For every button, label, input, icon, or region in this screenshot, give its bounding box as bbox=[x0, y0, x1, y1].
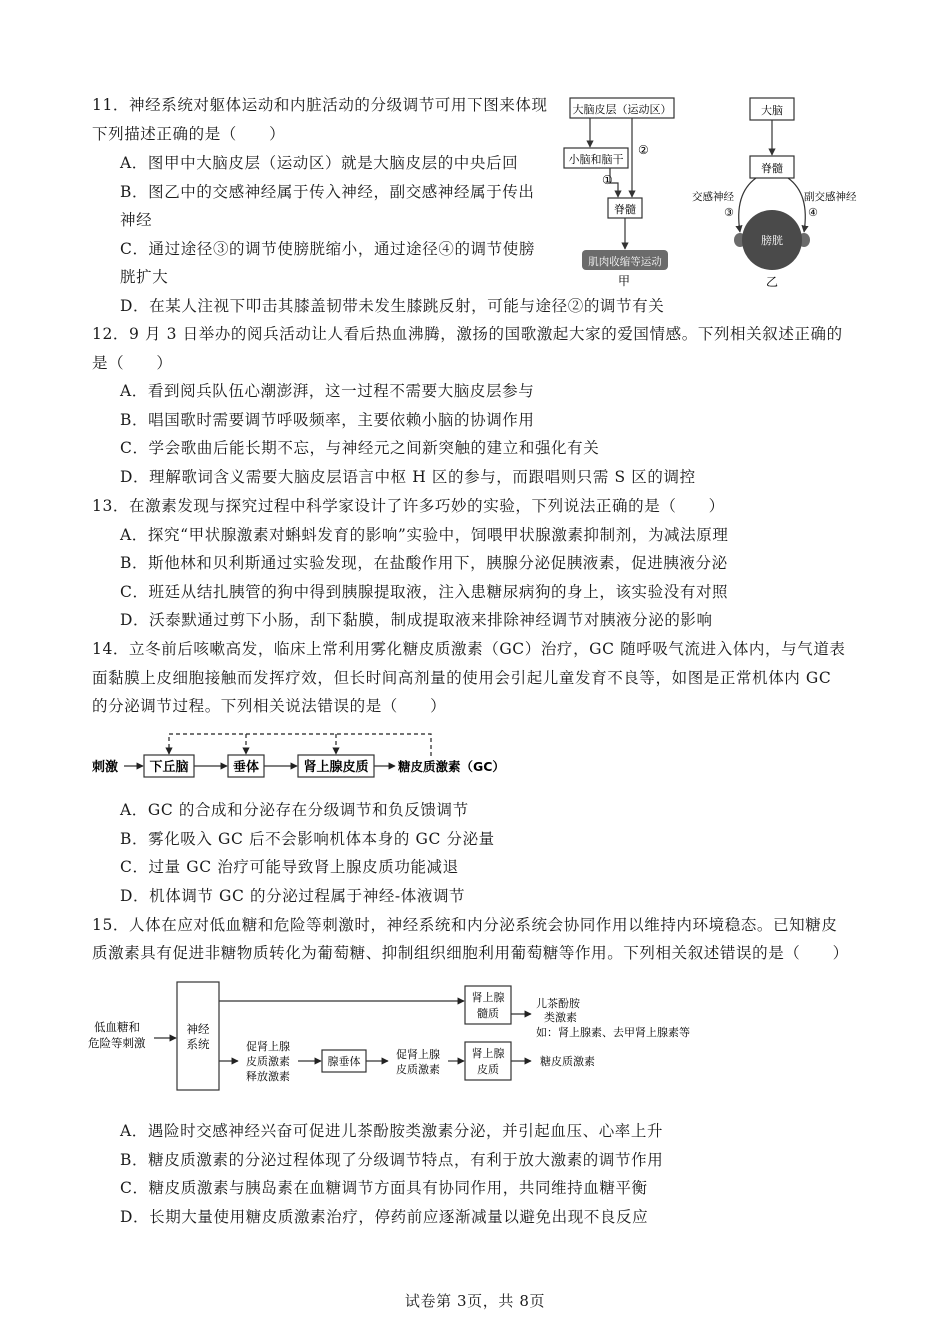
q14-stem-line3: 的分泌调节过程。下列相关说法错误的是（ ） bbox=[92, 697, 447, 715]
q15-medulla-line2: 髓质 bbox=[477, 1007, 499, 1020]
q14-stem-line1: 14．立冬前后咳嗽高发，临床上常利用雾化糖皮质激素（GC）治疗，GC 随呼吸气流进入体内，与气道表 bbox=[92, 640, 846, 658]
q14-hypothalamus-label: 下丘脑 bbox=[149, 760, 189, 775]
q15-catechol-line1: 儿茶酚胺 bbox=[536, 997, 580, 1010]
q12-option-b: B．唱国歌时需要调节呼吸频率，主要依赖小脑的协调作用 bbox=[120, 411, 535, 429]
q12-option-c: C．学会歌曲后能长期不忘，与神经元之间新突触的建立和强化有关 bbox=[120, 439, 600, 457]
q13-option-a: A．探究“甲状腺激素对蝌蚪发育的影响”实验中，饲喂甲状腺激素抑制剂，为减法原理 bbox=[120, 526, 729, 544]
q15-stimulus-line2: 危险等刺激 bbox=[88, 1036, 146, 1050]
q13-option-c: C．班廷从结扎胰管的狗中得到胰腺提取液，注入患糖尿病狗的身上，该实验没有对照 bbox=[120, 583, 729, 601]
q14-option-c: C．过量 GC 治疗可能导致肾上腺皮质功能减退 bbox=[120, 858, 459, 876]
q15-acth-line1: 促肾上腺 bbox=[396, 1048, 440, 1061]
yi-sympathetic-label: 交感神经 bbox=[692, 191, 734, 203]
q15-glucocorticoid-label: 糖皮质激素 bbox=[540, 1055, 595, 1068]
yi-path4-label: ④ bbox=[808, 206, 818, 219]
q15-catechol-example: 如：肾上腺素、去甲肾上腺素等 bbox=[536, 1026, 690, 1039]
jia-path2-label: ② bbox=[638, 143, 649, 157]
jia-spinal-label: 脊髓 bbox=[614, 203, 636, 216]
q11-option-b-line2: 神经 bbox=[120, 211, 153, 229]
q14-feedback-hypothalamus bbox=[169, 734, 431, 756]
q15-crh-line1: 促肾上腺 bbox=[246, 1040, 290, 1053]
q11-option-c-line1: C．通过途径③的调节使膀胱缩小，通过途径④的调节使膀 bbox=[120, 240, 535, 258]
q14-option-b: B．雾化吸入 GC 后不会影响机体本身的 GC 分泌量 bbox=[120, 830, 495, 848]
jia-cortex-label: 大脑皮层（运动区） bbox=[572, 103, 672, 116]
jia-muscle-label: 肌肉收缩等运动 bbox=[588, 256, 662, 268]
q15-nervous-line2: 系统 bbox=[186, 1037, 210, 1051]
yi-brain-label: 大脑 bbox=[761, 104, 783, 117]
q15-stem-line1: 15．人体在应对低血糖和危险等刺激时，神经系统和内分泌系统会协同作用以维持内环境稳态。已知糖皮 bbox=[92, 916, 838, 934]
q15-stimulus-line1: 低血糖和 bbox=[94, 1020, 140, 1034]
q12-stem-line2: 是（ ） bbox=[92, 354, 173, 372]
q15-stem-line2: 质激素具有促进非糖物质转化为葡萄糖、抑制组织细胞利用葡萄糖等作用。下列相关叙述错误的是（ ） bbox=[92, 944, 849, 962]
q15-pituitary-label: 腺垂体 bbox=[327, 1055, 361, 1068]
q15-option-c: C．糖皮质激素与胰岛素在血糖调节方面具有协同作用，共同维持血糖平衡 bbox=[120, 1179, 648, 1197]
q15-acth-line2: 皮质激素 bbox=[396, 1063, 440, 1076]
q15-cortex-line1: 肾上腺 bbox=[471, 1047, 505, 1060]
page-footer: 试卷第 3页，共 8页 bbox=[404, 1292, 546, 1310]
q15-figure bbox=[88, 976, 748, 1092]
q14-hormone-label: 糖皮质激素（GC） bbox=[398, 759, 505, 774]
q12-option-a: A．看到阅兵队伍心潮澎湃，这一过程不需要大脑皮层参与 bbox=[120, 382, 535, 400]
q12-option-d: D．理解歌词含义需要大脑皮层语言中枢 H 区的参与，而跟唱则只需 S 区的调控 bbox=[120, 468, 696, 486]
q15-cortex-line2: 皮质 bbox=[477, 1063, 499, 1076]
q14-adrenal-cortex-label: 肾上腺皮质 bbox=[303, 760, 369, 775]
q13-option-b: B．斯他林和贝利斯通过实验发现，在盐酸作用下，胰腺分泌促胰液素，促进胰液分泌 bbox=[120, 554, 728, 572]
q11-option-c-line2: 胱扩大 bbox=[120, 268, 169, 286]
q13-option-d: D．沃泰默通过剪下小肠，刮下黏膜，制成提取液来排除神经调节对胰液分泌的影响 bbox=[120, 611, 713, 629]
q13-stem: 13．在激素发现与探究过程中科学家设计了许多巧妙的实验，下列说法正确的是（ ） bbox=[92, 497, 725, 515]
q15-crh-line3: 释放激素 bbox=[246, 1070, 290, 1083]
q11-figure-yi bbox=[690, 92, 870, 292]
q11-option-a: A．图甲中大脑皮层（运动区）就是大脑皮层的中央后回 bbox=[120, 154, 519, 172]
q15-medulla-line1: 肾上腺 bbox=[471, 991, 505, 1004]
q11-stem-line1: 11．神经系统对躯体运动和内脏活动的分级调节可用下图来体现 bbox=[92, 96, 548, 114]
q14-figure bbox=[88, 728, 528, 784]
q15-nervous-line1: 神经 bbox=[186, 1022, 210, 1036]
yi-caption: 乙 bbox=[766, 275, 779, 289]
q11-option-b-line1: B．图乙中的交感神经属于传入神经，副交感神经属于传出 bbox=[120, 183, 535, 201]
q11-stem-line2: 下列描述正确的是（ ） bbox=[92, 125, 286, 143]
q15-crh-line2: 皮质激素 bbox=[246, 1055, 290, 1068]
q15-option-b: B．糖皮质激素的分泌过程体现了分级调节特点，有利于放大激素的调节作用 bbox=[120, 1151, 664, 1169]
jia-caption: 甲 bbox=[618, 274, 631, 288]
q11-option-d: D．在某人注视下叩击其膝盖韧带未发生膝跳反射，可能与途径②的调节有关 bbox=[120, 297, 665, 315]
q15-catechol-line2: 类激素 bbox=[544, 1011, 577, 1024]
yi-spinal-label: 脊髓 bbox=[761, 162, 783, 175]
jia-path1-label: ① bbox=[602, 173, 613, 187]
q15-option-d: D．长期大量使用糖皮质激素治疗，停药前应逐渐减量以避免出现不良反应 bbox=[120, 1208, 649, 1226]
jia-cerebellum-label: 小脑和脑干 bbox=[568, 153, 624, 166]
q15-option-a: A．遇险时交感神经兴奋可促进儿茶酚胺类激素分泌，并引起血压、心率上升 bbox=[120, 1122, 664, 1140]
q14-pituitary-label: 垂体 bbox=[232, 760, 260, 775]
q14-stem-line2: 面黏膜上皮细胞接触而发挥疗效，但长时间高剂量的使用会引起儿童发育不良等，如图是正常机体内 GC bbox=[92, 669, 832, 687]
q11-figure-jia bbox=[560, 92, 700, 288]
q14-stimulus-label: 刺激 bbox=[92, 760, 119, 775]
q14-option-a: A．GC 的合成和分泌存在分级调节和负反馈调节 bbox=[120, 801, 469, 819]
q15-nervous-box bbox=[177, 982, 219, 1090]
yi-parasympathetic-label: 副交感神经 bbox=[804, 191, 857, 203]
yi-bladder-label: 膀胱 bbox=[761, 234, 783, 247]
yi-path3-label: ③ bbox=[724, 206, 734, 219]
q12-stem-line1: 12．9 月 3 日举办的阅兵活动让人看后热血沸腾，激扬的国歌激起大家的爱国情感。下列相关叙述正确的 bbox=[92, 325, 843, 343]
q14-option-d: D．机体调节 GC 的分泌过程属于神经-体液调节 bbox=[120, 887, 466, 905]
